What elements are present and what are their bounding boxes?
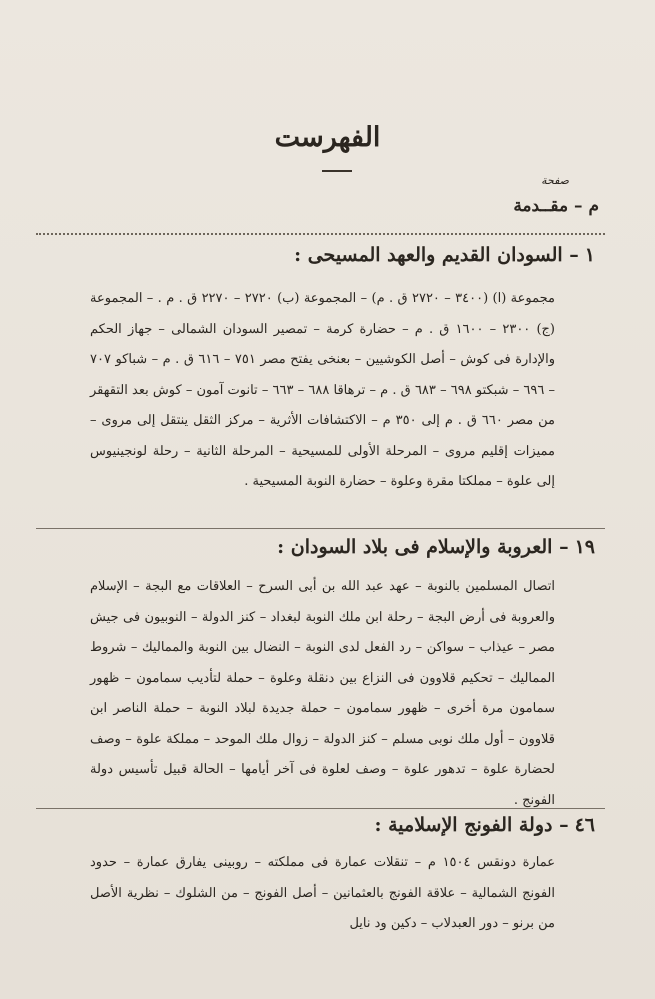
section-1-title: – السودان القديم والعهد المسيحى : (294, 244, 579, 266)
section-1-heading (40, 244, 595, 266)
section-1-body: مجموعة (ا) (٣٤٠٠ – ٢٧٢٠ ق . م) – المجموعة (ب) ٢٧٢٠ – ٢٢٧٠ ق . م . – المجموعة (ج) ٢٣٠٠ – ١٦٠٠ ق . م – حضارة كرمة – تمصير السودان الشمالى – جهاز الحكم والإدارة فى كوش – أصل الكوشيين – بعنخى يفتح مصر ٧٥١ – ٦١٦ ق . م – شباكو ٧٠٧ – ٦٩٦ – شبكتو ٦٩٨ – ٦٨٣ ق . م – ترهاقا ٦٨٨ – ٦٦٣ – تانوت آمون – كوش بعد التقهقر من مصر ٦٦٠ ق . م إلى ٣٥٠ م – الاكتشافات الأثرية – مركز الثقل ينتقل إلى مروى – مميزات إقليم مروى – المرحلة الأولى للمسيحية – المرحلة الثانية – رحلة لونجينيوس إلى علوة – مملكتا مقرة وعلوة – حضارة النوبة المسيحية . (90, 291, 556, 489)
section-2-body: اتصال المسلمين بالنوبة – عهد عبد الله بن أبى السرح – العلاقات مع البجة – الإسلام والعروبة فى أرض البجة – رحلة ابن ملك النوبة لبغداد – كنز الدولة – النوبيون فى جيش مصر – عيذاب – سواكن – رد الفعل لدى النوبة – النضال بين النوبة والمماليك – شروط المماليك – تحكيم قلاوون فى النزاع بين دنقلة وعلوة – حملة لتأديب سمامون – ظهور سمامون مرة أخرى – ظهور سمامون – حملة جديدة لبلاد النوبة – حملة الناصر ابن قلاوون – أول ملك نوبى مسلم – كنز الدولة – زوال ملك الموحد – مملكة علوة – وصف لحضارة علوة – تدهور علوة – وصف لعلوة فى آخر أيامها – الحالة قبيل تأسيس دولة الفونج . (90, 579, 555, 808)
section-2-heading (40, 536, 595, 558)
page-title: الفهرست (274, 122, 381, 153)
title-underline (322, 170, 352, 172)
section-3-title: – دولة الفونج الإسلامية : (374, 814, 569, 836)
intro-entry: م – مقــدمة (513, 196, 599, 216)
divider-2 (36, 528, 605, 529)
section-3-heading (40, 814, 595, 836)
divider-1 (36, 233, 605, 235)
section-3-body: عمارة دونقس ١٥٠٤ م – تنقلات عمارة فى مملكته – روبينى يفارق عمارة – حدود الفونج الشمالية – علاقة الفونج بالعثمانين – أصل الفونج – من الشلوك – نظرية الأصل من برنو – دور العبدلاب – دكين ود نايل (90, 855, 555, 931)
section-3-page-number: ٤٦ (574, 814, 595, 836)
section-2-page-number: ١٩ (574, 536, 595, 558)
section-2-title: – العروبة والإسلام فى بلاد السودان : (277, 536, 569, 558)
section-1-page-number: ١ (584, 244, 595, 266)
page-column-label: صفحة (541, 174, 569, 187)
divider-3 (36, 808, 605, 809)
